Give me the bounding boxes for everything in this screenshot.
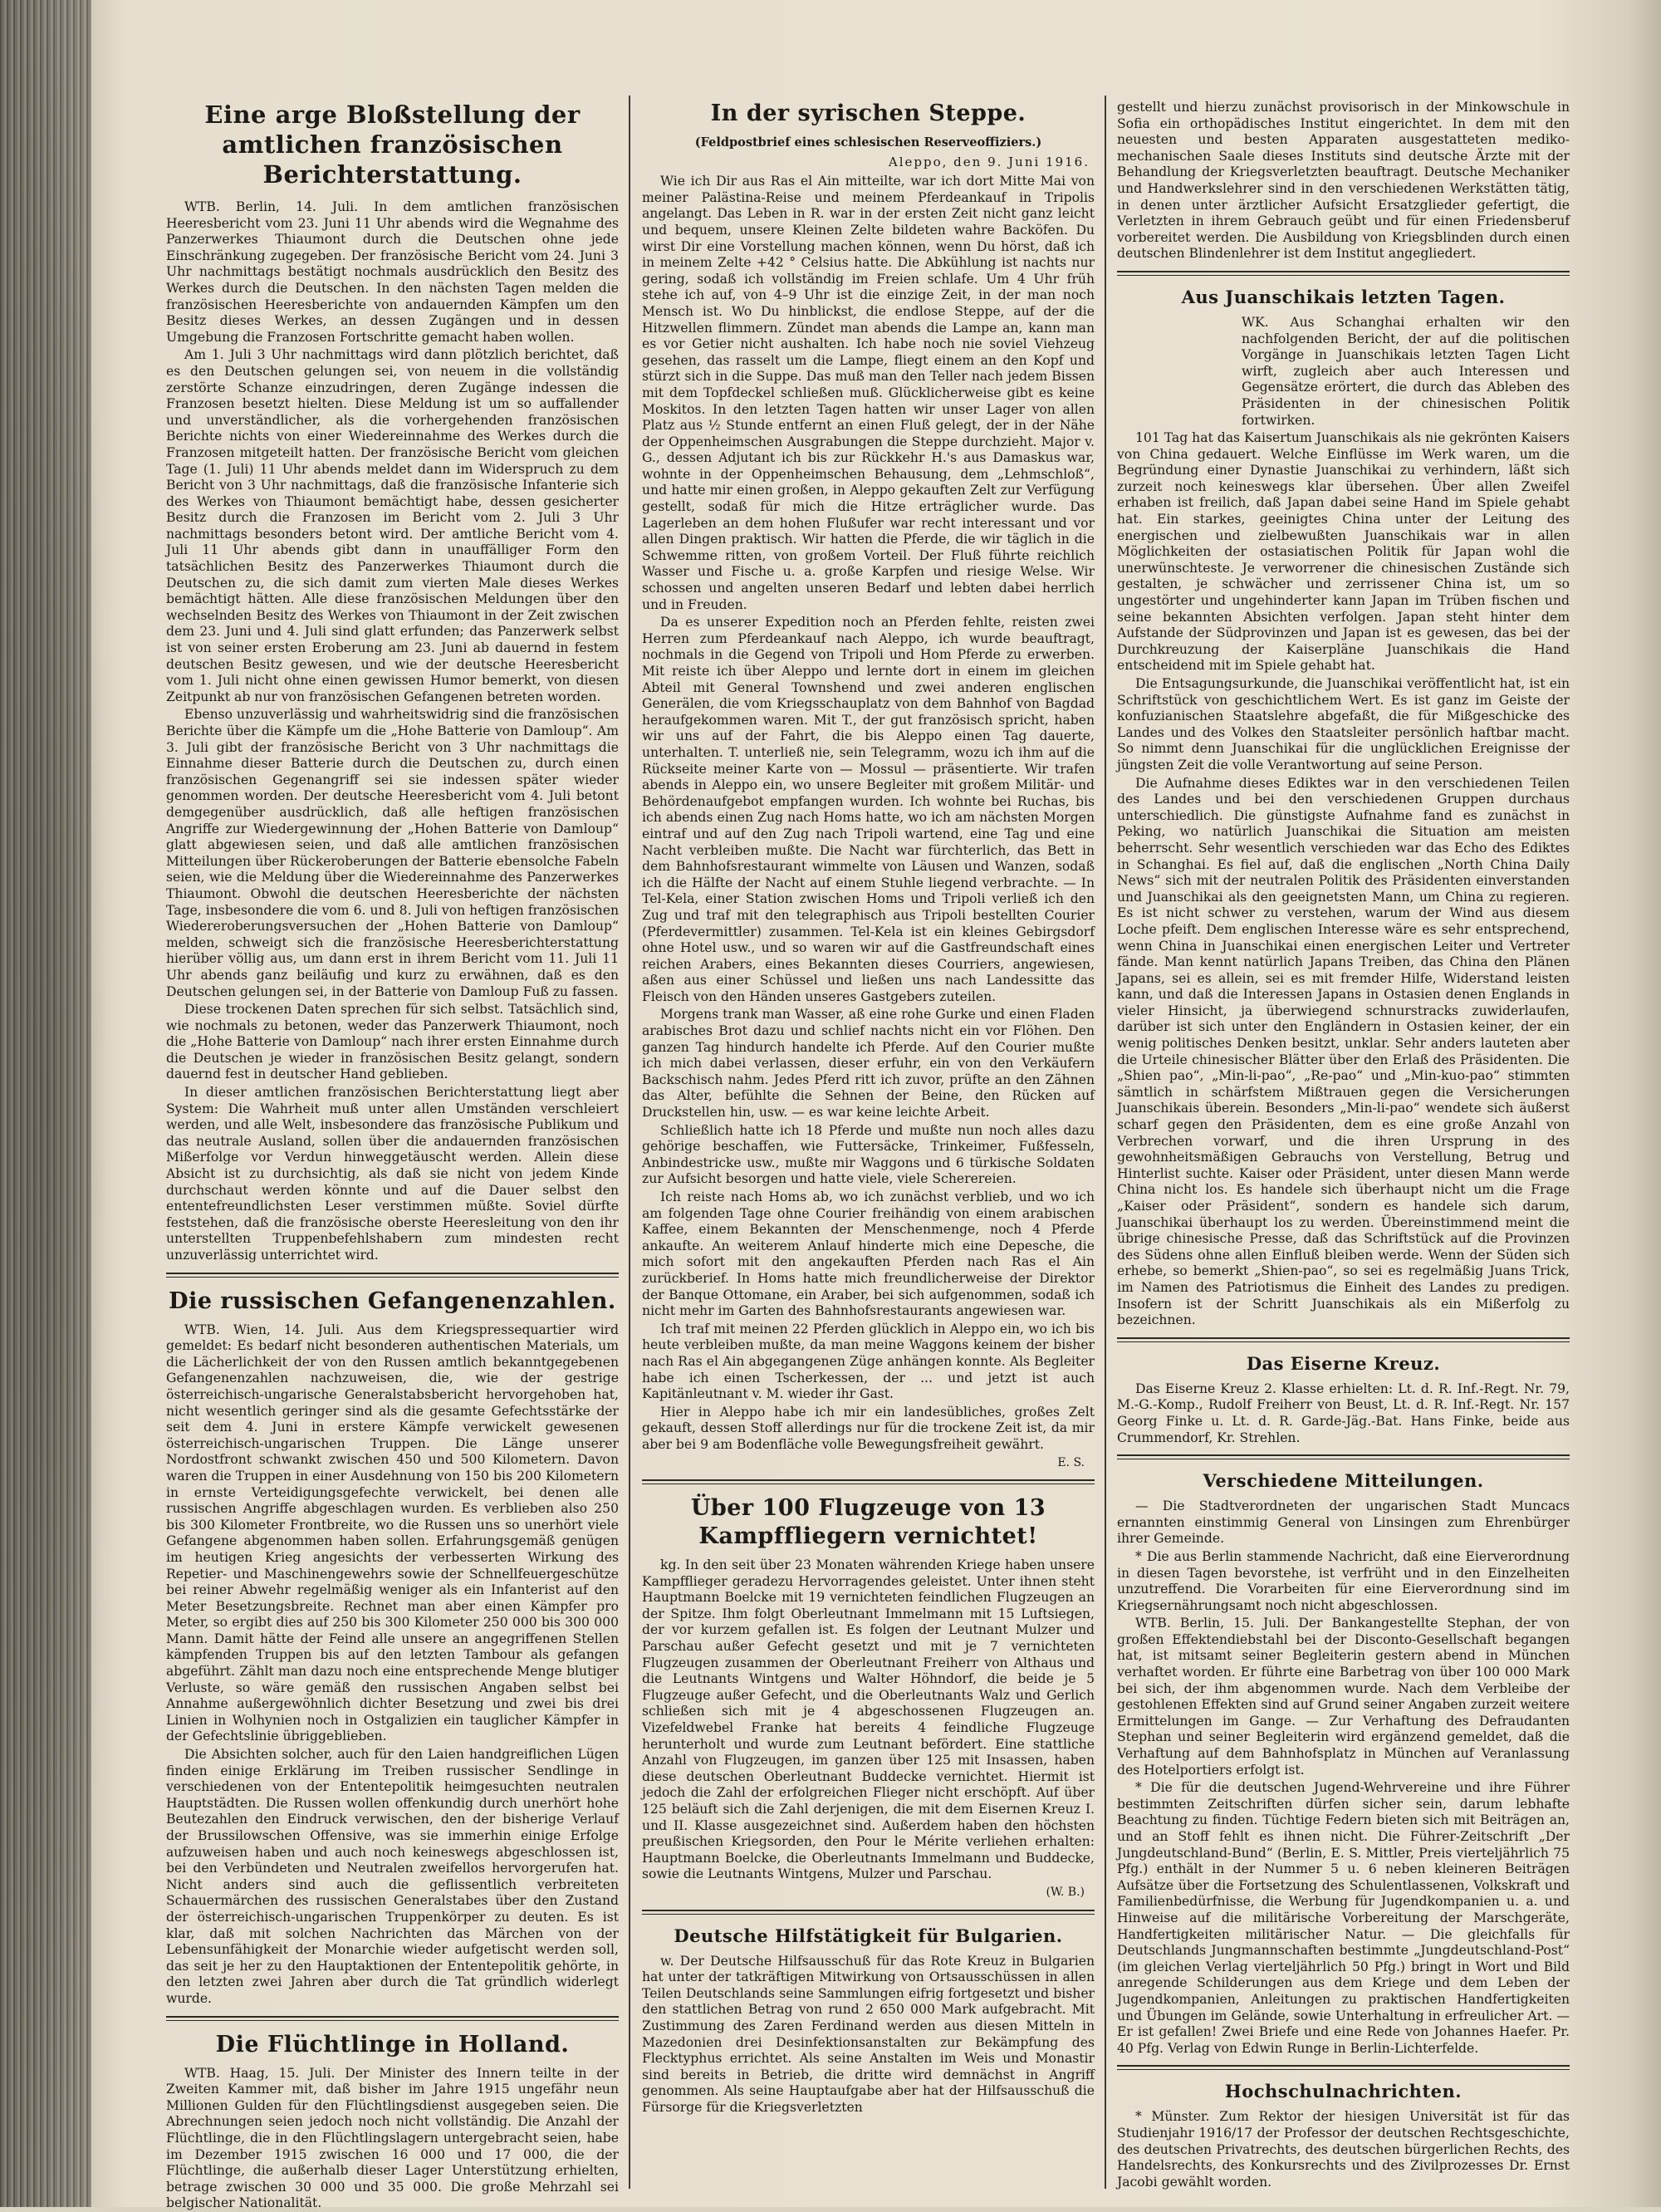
article-paragraph: Ebenso unzuverlässig und wahrheitswidrig sind die französischen Berichte über die Kämpfe um die „Hohe Batterie von Damloup“. Am 3. Juli gibt der französische Bericht von 3 Uhr nachmittags die Einnahme dieser Batterie durch die Deutschen zu, durch einen französischen Gegenangriff sei sie indessen später wieder genommen worden. Der deutsche Heeresbericht vom 4. Juli betont demgegenüber ausdrücklich, daß alle heftigen französischen Angriffe zur Wiedergewinnung der „Hohen Batterie von Damloup“ glatt abgewiesen seien, und daß alle amtlichen französischen Mitteilungen über Rückeroberungen der Batterie ebensolche Fabeln seien, wie die Meldung über die Wiedereinnahme des Panzerwerkes Thiaumont. Obwohl die deutschen Heeresberichte der nächsten Tage, insbesondere die vom 6. und 8. Juli von heftigen französischen Wiedereroberungsversuchen der „Hohen Batterie von Damloup“ melden, schweigt sich die französische Heeresberichterstattung hierüber völlig aus, um dann erst in ihrem Bericht vom 11. Juli 11 Uhr abends ganz beiläufig und kurz zu erwähnen, daß es den Deutschen gelungen sei, in der Batterie von Damloup Fuß zu fassen. bbox=[166, 707, 619, 999]
article-paragraph: WTB. Wien, 14. Juli. Aus dem Kriegspressequartier wird gemeldet: Es bedarf nicht besonderen authentischen Materials, um die Lächerlichkeit der von den Russen amtlich bekanntgegebenen Gefangenenzahlen nachzuweisen, die, wie der gestrige österreichisch-ungarische Generalstabsbericht hervorgehoben hat, nicht wesentlich geringer sind als die gesamte Gefechtsstärke der seit dem 4. Juni in erstere Kämpfe verwickelt gewesenen österreichisch-ungarischen Truppen. Die Länge unserer Nordostfront schwankt zwischen 450 und 500 Kilometern. Davon waren die Truppen in einer Ausdehnung von 150 bis 200 Kilometern in ernste Verteidigungsgefechte verwickelt, bei denen alle russischen Angriffe abgeschlagen wurden. Es verblieben also 250 bis 300 Kilometer Frontbreite, wo die Russen uns so unerhört viele Gefangene abgenommen haben sollen. Erfahrungsgemäß genügen im heutigen Krieg angesichts der verbesserten Wirkung des Repetier- und Maschinengewehrs sowie der Schnellfeuergeschütze bei reiner Abwehr regelmäßig weniger als ein Infanterist auf den Meter Besetzungsbreite. Rechnet man aber einen Kämpfer pro Meter, so ergibt dies auf 250 bis 300 Kilometer 250 000 bis 300 000 Mann. Damit hätte der Feind alle unsere an angegriffenen Stellen kämpfenden Truppen bis auf den letzten Tambour als gefangen abgeführt. Zählt man dazu noch eine entsprechende Menge blutiger Verluste, so wäre gemäß den russischen Angaben selbst bei Annahme außergewöhnlich dichter Besetzung und zwei bis drei Linien in Wolhynien noch in Ostgalizien ein tauglicher Kämpfer in der Gefechtslinie übriggeblieben. bbox=[166, 1322, 619, 1744]
article-headline: Deutsche Hilfstätigkeit für Bulgarien. bbox=[674, 1925, 1063, 1946]
article-various-news bbox=[1117, 1469, 1570, 2057]
article-bulgaria-aid bbox=[642, 1925, 1095, 2116]
article-syrian-steppe bbox=[642, 100, 1095, 1471]
article-university-news bbox=[1117, 2080, 1570, 2190]
article-paragraph: Morgens trank man Wasser, aß eine rohe Gurke und einen Fladen arabisches Brot dazu und schlief nachts nicht ein vor Flöhen. Den ganzen Tag hindurch handelte ich Pferde. Auf den Courier mußte ich mich dabei verlassen, dieser erfuhr, ein von den Verkäufern Backschisch nahm. Jedes Pferd ritt ich zuvor, prüfte an den Zähnen das Alter, befühlte die Sehnen der Beine, den Rücken auf Druckstellen hin, usw. — es war keine leichte Arbeit. bbox=[642, 1007, 1095, 1121]
article-iron-cross bbox=[1117, 1352, 1570, 1446]
article-headline: Über 100 Flugzeuge von 13 Kampffliegern vernichtet! bbox=[690, 1495, 1046, 1550]
article-paragraph: Die Absichten solcher, auch für den Laien handgreiflichen Lügen finden einige Erklärung im Treiben russischer Sendlinge in verschiedenen von der Ententepolitik heimgesuchten neutralen Hauptstädten. Die Russen wollen offenkundig durch unerhört hohe Beutezahlen den Eindruck verwischen, den der bisherige Verlauf der Brussilowschen Offensive, was sie immerhin einige Erfolge aufzuweisen haben und auch noch keineswegs abgeschlossen ist, bei den Verbündeten und Neutralen zweifellos hervorgerufen hat. Nicht anders sind auch die geflissentlich verbreiteten Schauermärchen des russischen Generalstabes über den Zustand der österreichisch-ungarischen Truppenkörper zu deuten. Es ist klar, daß mit solchen Nachrichten das Märchen von der Lebensunfähigkeit der Monarchie wieder aufgetischt werden soll, das seit je her zu den Hauptaktionen der Ententepolitik gehörte, in den letzten zwei Jahren aber durch die Tat gründlich widerlegt wurde. bbox=[166, 1747, 619, 2006]
article-paragraph: Die Entsagungsurkunde, die Juanschikai veröffentlicht hat, ist ein Schriftstück von geschichtlichem Wert. Es ist ganz im Geiste der konfuzianischen Staatslehre abgefaßt, die für Mißgeschicke des Landes und des Volkes den Staatsleiter persönlich haftbar macht. So nimmt denn Juanschikai für die unglücklichen Ereignisse der jüngsten Zeit die volle Verantwortung auf seine Person. bbox=[1117, 676, 1570, 772]
article-continuation: gestellt und hierzu zunächst provisorisch in der Minkowschule in Sofia ein orthopädisches Institut eingerichtet. In dem mit den neuesten und besten Apparaten ausgestatteten mediko-mechanischen Saale dieses Instituts sind deutsche Ärzte mit der Behandlung der Kriegsverletzten beauftragt. Deutsche Mechaniker und Handwerkslehrer sind in den verschiedenen Werkstätten tätig, in denen unter ärztlicher Aufsicht Ersatzglieder gefertigt, die Verletzten in ihrem Gebrauch geübt und für einen Friedensberuf vorbereitet werden. Die Ausbildung von Kriegsblinden durch einen deutschen Blindenlehrer ist dem Institut angegliedert. bbox=[1117, 100, 1570, 262]
section-divider bbox=[1117, 271, 1570, 276]
article-yuan-shikai bbox=[1117, 286, 1570, 1329]
article-paragraph: Das Eiserne Kreuz 2. Klasse erhielten: Lt. d. R. Inf.-Regt. Nr. 79, M.-G.-Komp., Rudolf Freiherr von Beust, Lt. d. R. Inf.-Regt. Nr. 157 Georg Finke u. Lt. d. R. Garde-Jäg.-Bat. Hans Finke, beide aus Crummendorf, Kr. Strehlen. bbox=[1117, 1381, 1570, 1445]
article-paragraph: Diese trockenen Daten sprechen für sich selbst. Tatsächlich sind, wie nochmals zu betonen, weder das Panzerwerk Thiaumont, noch die „Hohe Batterie von Damloup“ nach ihrer ersten Einnahme durch die Deutschen je wieder in französischen Besitz gelangt, sondern dauernd fest in deutscher Hand geblieben. bbox=[166, 1002, 619, 1082]
article-refugees-holland bbox=[166, 2031, 619, 2212]
article-headline: Aus Juanschikais letzten Tagen. bbox=[1181, 286, 1506, 307]
article-paragraph: Schließlich hatte ich 18 Pferde und mußte nun noch alles dazu gehörige beschaffen, wie Futtersäcke, Trinkeimer, Fußfesseln, Anbindestricke usw., mußte mir Waggons und 6 türkische Soldaten zur Aufsicht besorgen und hatte viele, viele Scherereien. bbox=[642, 1122, 1095, 1187]
article-headline: Eine arge Bloßstellung der amtlichen französischen Berichterstattung. bbox=[204, 101, 581, 189]
article-headline: Die russischen Gefangenenzahlen. bbox=[169, 1287, 616, 1314]
article-paragraph: kg. In den seit über 23 Monaten währenden Kriege haben unsere Kampfflieger geradezu Hervorragendes geleistet. Unter ihnen steht Hauptmann Boelcke mit 19 vernichteten feindlichen Flugzeugen an der Spitze. Ihm folgt Oberleutnant Immelmann mit 15 Luftsiegen, der vor kurzem gefallen ist. Es folgen der Leutnant Mulzer und Parschau außer Gefecht gesetzt und mit je 7 vernichteten Flugzeugen zusammen der Oberleutnant Freiherr von Althaus und die Leutnants Wintgens und Walter Höhndorf, die beide je 5 Flugzeuge außer Gefecht, und die Oberleutnants Walz und Gerlich schließen sich mit je 4 abgeschossenen Flugzeugen an. Vizefeldwebel Franke hat bereits 4 feindliche Flugzeuge herunterholt und wurde zum Leutnant befördert. Eine stattliche Anzahl von Flugzeugen, im ganzen über 125 mit Insassen, haben diese deutschen Oberleutnant Buddecke vernichtet. Hiermit ist jedoch die Zahl der erfolgreichen Flieger nicht erschöpft. Auf über 125 beläuft sich die Zahl derjenigen, die mit dem Eisernen Kreuz I. und II. Klasse ausgezeichnet sind. Außerdem haben den höchsten preußischen Kriegsorden, den Pour le Mérite verliehen erhalten: Hauptmann Boelcke, die Oberleutnants Immelmann und Buddecke, sowie die Leutnants Wintgens, Mulzer und Parschau. bbox=[642, 1557, 1095, 1882]
article-paragraph: Ich traf mit meinen 22 Pferden glücklich in Aleppo ein, wo ich bis heute verbleiben mußte, da man meine Waggons keinem der bisher nach Ras el Ain abgegangenen Züge anhängen konnte. Als Begleiter habe ich einen Tscherkessen, der ... und jetzt ist auch Kapitänleutnant v. M. wieder ihr Gast. bbox=[642, 1321, 1095, 1402]
article-headline: In der syrischen Steppe. bbox=[710, 101, 1026, 126]
article-signature: E. S. bbox=[1057, 1455, 1085, 1469]
column-1 bbox=[166, 100, 619, 2211]
section-divider bbox=[1117, 2065, 1570, 2070]
article-headline: Hochschulnachrichten. bbox=[1224, 2081, 1463, 2102]
article-paragraph: Wie ich Dir aus Ras el Ain mitteilte, war ich dort Mitte Mai von meiner Palästina-Reise und meinem Pferdeankauf in Tripolis angelangt. Das Leben in R. war in der ersten Zeit nicht ganz leicht und bequem, unsere Kleinen Zelte bildeten wahre Backöfen. Du wirst Dir eine Vorstellung machen können, wenn Du hörst, daß ich in meinem Zelte +42 ° Celsius hatte. Die Abkühlung ist nachts nur gering, sodaß ich vollständig im Freien schlafe. Um 4 Uhr früh stehe ich auf, von 4–9 Uhr ist die einzige Zeit, in der man noch Mensch ist. Wo Du hinblickst, die endlose Steppe, auf der die Hitzwellen flimmern. Zündet man abends die Lampe an, kann man es vor Getier nicht aushalten. Ich habe noch nie soviel Viehzeug gesehen, das rasselt um die Lampe, fliegt einem an den Kopf und stürzt sich in die Suppe. Das muß man den Teller nach jedem Bissen mit dem Topfdeckel schließen muß. Glücklicherweise gibt es keine Moskitos. In den letzten Tagen hatten wir unser Lager von allen Platz aus ½ Stunde entfernt an einen Fluß gelegt, der in der Nähe der Oppenheimschen Ausgrabungen die Steppe durchzieht. Major v. G., dessen Adjutant ich bis zur Rückkehr H.'s aus Damaskus war, wohnte in der Oppenheimschen Behausung, dem „Lehmschloß“, und hatte mir einen großen, in Aleppo gekauften Zelt zur Verfügung gestellt, sodaß für mich die Hitze erträglicher wurde. Das Lagerleben an dem hohen Flußufer war recht interessant und vor allen Dingen praktisch. Wir hatten die Pferde, die wir täglich in die Schwemme ritten, von großem Vorteil. Der Fluß führte reichlich Wasser und Fische u. a. große Karpfen und riesige Welse. Wir schossen und angelten unseren Bedarf und lebten dabei herrlich und in Freuden. bbox=[642, 174, 1095, 612]
binding-shadow bbox=[8, 0, 108, 2207]
article-russian-prisoners bbox=[166, 1287, 619, 2008]
article-paragraph: 101 Tag hat das Kaisertum Juanschikais als nie gekrönten Kaisers von China gedauert. Welche Einflüsse im Werk waren, um die Begründung einer Dynastie Juanschikai zu verhindern, läßt sich zurzeit noch keineswegs klar übersehen. Über allen Zweifel erhaben ist freilich, daß Japan dabei seine Hand im Spiele gehabt hat. Ein starkes, geeinigtes China unter der Leitung des energischen und zielbewußten Juanschikais war in allen Möglichkeiten der ostasiatischen Politik für Japan wohl die unerwünschteste. Je verworrener die chinesischen Zustände sich gestalten, je schwächer und zerrissener China ist, um so ungestörter und ungehinderter kann Japan im Trüben fischen und seine bekannten Absichten verfolgen. Japan steht hinter dem Aufstande der Südprovinzen und Japan ist es gewesen, das bei der Durchkreuzung der Kaiserpläne Juanschikais die Hand entscheidend mit im Spiele gehabt hat. bbox=[1117, 430, 1570, 674]
article-fighter-pilots bbox=[642, 1494, 1095, 1901]
article-intro: WK. Aus Schanghai erhalten wir den nachfolgenden Bericht, der auf die politischen Vorgänge in Juanschikais letzten Tagen Licht wirft, zugleich aber auch Interessen und Gegensätze erörtert, die durch das Ableben des Präsidenten in der chinesischen Politik fortwirken. bbox=[1242, 314, 1570, 428]
article-paragraph: Ich reiste nach Homs ab, wo ich zunächst verblieb, und wo ich am folgenden Tage ohne Courier freihändig von einem arabischen Kaffee, einem Bekannten der Menschenmenge, noch 4 Pferde ankaufte. An weiterem Anlauf hinderte mich eine Depesche, die mich sofort mit den angekauften Pferden nach Ras el Ain zurückberief. In Homs hatte mich freundlicherweise der Direktor der Banque Ottomane, ein Araber, bei sich aufgenommen, sodaß ich nicht mehr im Garten des Bahnhofsrestaurants angewiesen war. bbox=[642, 1189, 1095, 1319]
article-paragraph: WTB. Berlin, 14. Juli. In dem amtlichen französischen Heeresbericht vom 23. Juni 11 Uhr abends wird die Wegnahme des Panzerwerkes Thiaumont durch die Deutschen ohne jede Einschränkung zugegeben. Der französische Bericht vom 24. Juni 3 Uhr nachmittags bestätigt nochmals ausdrücklich den Besitz des Werkes durch die Deutschen. In den nächsten Tagen melden die französischen Heeresberichte von andauernden Kämpfen um den Besitz dieses Werkes, an dessen Zugängen und in dessen Umgebung die Franzosen Fortschritte gemacht haben wollen. bbox=[166, 199, 619, 345]
article-headline: Die Flüchtlinge in Holland. bbox=[215, 2031, 570, 2058]
article-paragraph: w. Der Deutsche Hilfsausschuß für das Rote Kreuz in Bulgarien hat unter der tatkräftigen Mitwirkung von Ortsausschüssen in allen Teilen Deutschlands seine Sammlungen eifrig fortgesetzt und bisher den stattlichen Betrag von rund 2 650 000 Mark aufgebracht. Mit Zustimmung des Zaren Ferdinand werden aus diesen Mitteln in Mazedonien drei Desinfektionsanstalten zur Bekämpfung des Flecktyphus errichtet. Als seine Anstalten im Weis und Monastir sind bereits in Betrieb, die dritte wird demnächst in Angriff genommen. Als seine Hauptaufgabe aber hat der Hilfsausschuß die Fürsorge für die Kriegsverletzten bbox=[642, 1953, 1095, 2115]
article-paragraph: — Die Stadtverordneten der ungarischen Stadt Muncacs ernannten einstimmig General von Linsingen zum Ehrenbürger ihrer Gemeinde. bbox=[1117, 1498, 1570, 1547]
column-rule-1 bbox=[629, 96, 630, 2189]
article-headline: Verschiedene Mitteilungen. bbox=[1203, 1470, 1484, 1492]
article-paragraph: In dieser amtlichen französischen Berichterstattung liegt aber System: Die Wahrheit muß unter allen Umständen verschleiert werden, und alle Welt, insbesondere das französische Publikum und das neutrale Ausland, sollen über die andauernden französischen Mißerfolge vor Verdun hinweggetäuscht werden. Allein diese Absicht ist zu durchsichtig, als daß sie nicht von jedem Kinde durchschaut werden könnte und auf die Dauer selbst den ententefreundlichsten Leser verstimmen müßte. Soviel dürfte feststehen, daß die französische oberste Heeresleitung von den ihr unterstellten Truppenbefehlshabern zum mindesten recht unzuverlässig unterrichtet wird. bbox=[166, 1085, 619, 1263]
section-divider bbox=[166, 2016, 619, 2021]
article-headline: Das Eiserne Kreuz. bbox=[1246, 1352, 1441, 1374]
article-paragraph: Am 1. Juli 3 Uhr nachmittags wird dann plötzlich berichtet, daß es den Deutschen gelungen sei, von neuem in die vollständig zerstörte Schanze einzudringen, deren Zugänge indessen die Franzosen besetzt hielten. Diese Meldung ist um so auffallender und unverständlicher, als die vorhergehenden französischen Berichte nichts von einer Wiedereinnahme des Werkes durch die Franzosen mitgeteilt hatten. Der französische Bericht vom gleichen Tage (1. Juli) 11 Uhr abends meldet dann im Widerspruch zu dem Bericht von 3 Uhr nachmittags, daß die französische Infanterie sich des Werkes von Thiaumont bemächtigt habe, dessen gesicherter Besitz durch die Franzosen im Bericht vom 2. Juli 3 Uhr nachmittags besonders betont wird. Der amtliche Bericht vom 4. Juli 11 Uhr abends gibt dann in unauffälliger Form den tatsächlichen Besitz des Panzerwerkes Thiaumont durch die Deutschen zu, die sich damit zum vierten Male dieses Werkes bemächtigt hätten. Alle diese französischen Meldungen über den wechselnden Besitz des Werkes von Thiaumont in der Zeit zwischen dem 23. Juni und 4. Juli sind glatt erfunden; das Panzerwerk selbst ist von seiner ersten Eroberung am 23. Juni ab dauernd in festem deutschen Besitz gewesen, und wie der deutsche Heeresbericht vom 1. Juli nicht ohne einen gewissen Humor bemerkt, von diesen Zeitpunkt ab nur von französischen Gefangenen betreten worden. bbox=[166, 347, 619, 704]
article-paragraph: Die Aufnahme dieses Ediktes war in den verschiedenen Teilen des Landes und bei den verschiedenen Gruppen durchaus unterschiedlich. Die günstigste Aufnahme fand es zunächst in Peking, wo natürlich Juanschikai die Situation am meisten beherrscht. Sehr wesentlich verschieden war das Echo des Ediktes in Schanghai. Es fiel auf, daß die englischen „North China Daily News“ sich mit der neutralen Politik des Präsidenten einverstanden und Juanschikai als den geeignetsten Mann, um China zu regieren. Es ist nicht schwer zu verstehen, warum der Wind aus diesem Loche pfeift. Dem englischen Interesse wäre es sehr entsprechend, wenn China in Juanschikai einen energischen Leiter und Vertreter fände. Man kennt natürlich Japans Treiben, das China den Plänen Japans, sei es allein, sei es mit fremder Hilfe, Widerstand leisten kann, und daß die Interessen Japans in Ostasien denen Englands in vieler Hinsicht, ja überwiegend schnurstracks zuwiderlaufen, darüber ist sich unter den Engländern in Ostasien keiner, der ein wenig politisches Denken besitzt, unklar. Sehr anders lauteten aber die Urteile chinesischer Blätter über den Erlaß des Präsidenten. Die „Shien pao“, „Min-li-pao“, „Re-pao“ und „Min-kuo-pao“ stimmten sämtlich in schärfstem Mißtrauen gegen die Versicherungen Juanschikais überein. Besonders „Min-li-pao“ wendete sich äußerst scharf gegen den Präsidenten, dem es eine große Anzahl von Verbrechen vorwarf, und die ihren Ursprung in des gewohnheitsmäßigen Gebrauchs von Verstellung, Betrug und Hinterlist suchte. Kaiser oder Präsident, unter diesen Mann werde China nicht los. Es handele sich überhaupt nicht um die Frage „Kaiser oder Präsident“, sondern es handele sich darum, Juanschikai überhaupt los zu werden. Übereinstimmend meint die übrige chinesische Presse, daß das Schriftstück auf die Provinzen des Südens ohne allen Einfluß bleiben werde. Wenn der Süden sich erhebe, so bemerkt „Shien-pao“, so sei es regelmäßig Juans Trick, im Namen des Patriotismus die Einheit des Landes zu predigen. Insofern ist der Schritt Juanschikais als ein Mißerfolg zu bezeichnen. bbox=[1117, 775, 1570, 1328]
article-paragraph: Da es unserer Expedition noch an Pferden fehlte, reisten zwei Herren zum Pferdeankauf nach Aleppo, ich wurde beauftragt, nochmals in die Gegend von Tripoli und Hom Pferde zu erwerben. Mit reiste ich über Aleppo und lernte dort in einem im gleichen Abteil mit General Townshend und zwei anderen englischen Generälen, die vom Kriegsschauplatz von dem Bahnhof von Bagdad heraufgekommen waren. Mit T., der gut französisch spricht, haben wir uns auf der Fahrt, die bis Aleppo einen Tag dauerte, unterhalten. T. unterließ nie, sein Telegramm, wozu ich ihm auf die Rückseite meiner Karte von — Mossul — präsentierte. Wir trafen abends in Aleppo ein, wo unsere Begleiter mit großem Militär- und Behördenaufgebot empfangen wurden. Ich wohnte bei Ruchas, bis ich abends einen Zug nach Homs hatte, wo ich am nächsten Morgen eintraf und auf den Zug nach Tripoli wartend, eine Tag und eine Nacht verbleiben mußte. Die Nacht war fürchterlich, das Bett in dem Bahnhofsrestaurant wimmelte von Läusen und Wanzen, sodaß ich die Hälfte der Nacht auf einem Stuhle liegend verbrachte. — In Tel-Kela, einer Station zwischen Homs und Tripoli verließ ich den Zug und traf mit den telegraphisch aus Tripoli bestellten Courier (Pferdevermittler) zusammen. Tel-Kela ist ein kleines Gebirgsdorf ohne Hotel usw., und so waren wir auf die Gastfreundschaft eines reichen Arabers, eines Bekannten dieses Courriers, angewiesen, aßen aus einer Schüssel und ließen uns nach Landessitte das Fleisch von den Händen unseres Gastgebers zuteilen. bbox=[642, 615, 1095, 1004]
article-paragraph: * Münster. Zum Rektor der hiesigen Universität ist für das Studienjahr 1916/17 der Professor der deutschen Rechtsgeschichte, des deutschen Privatrechts, des deutschen bürgerlichen Rechts, des Handelsrechts, des Konkursrechts und des Zivilprozesses Dr. Ernst Jacobi gewählt worden. bbox=[1117, 2109, 1570, 2190]
section-divider bbox=[166, 1273, 619, 1278]
article-paragraph: * Die aus Berlin stammende Nachricht, daß eine Eierverordnung in diesen Tagen bevorstehe, ist verfrüht und in den Einzelheiten unzutreffend. Die Vorarbeiten für eine Eierverordnung sind im Kriegsernährungsamt noch nicht abgeschlossen. bbox=[1117, 1548, 1570, 1613]
column-3 bbox=[1117, 100, 1570, 2190]
section-divider bbox=[642, 1479, 1095, 1484]
article-paragraph: * Die für die deutschen Jugend-Wehrvereine und ihre Führer bestimmten Zeitschriften dürfen sicher sein, darum lebhafte Beachtung zu finden. Tüchtige Federn bieten sich mit Beiträgen an, und an Stoff fehlt es ihnen nicht. Die Führer-Zeitschrift „Der Jungdeutschland-Bund“ (Berlin, E. S. Mittler, Preis vierteljährlich 75 Pfg.) enthält in der Nummer 5 u. 6 neben kleineren Beiträgen Aufsätze über die Fortsetzung des Schulentlassenen, Volkskraft und Familienbedürfnisse, die Werbung für Jugendkompanien u. a. und Hinweise auf die militärische Vorbereitung der Marschgeräte, Handfertigkeiten militärischer Natur. — Die gleichfalls für Deutschlands Jungmannschaften bestimmte „Jungdeutschland-Post“ (im gleichen Verlag vierteljährlich 50 Pfg.) bringt in Wort und Bild anregende Schilderungen aus dem Kriege und dem Leben der Jugendkompanien, Anleitungen zu praktischen Handfertigkeiten und Übungen im Gelände, sowie Unterhaltung in erfreulicher Art. — Er ist gefallen! Zwei Briefe und eine Rede von Johannes Haefer. Pr. 40 Pfg. Verlag von Edwin Runge in Berlin-Lichterfelde. bbox=[1117, 1780, 1570, 2056]
article-paragraph: Hier in Aleppo habe ich mir ein landesübliches, großes Zelt gekauft, dessen Stoff allerdings nur für die trockene Zeit ist, da mir aber bei 9 am Bodenfläche volle Bewegungsfreiheit gewährt. bbox=[642, 1404, 1095, 1452]
section-divider bbox=[1117, 1337, 1570, 1342]
article-subhead: (Feldpostbrief eines schlesischen Reserveoffiziers.) bbox=[694, 135, 1042, 150]
section-divider bbox=[1117, 1454, 1570, 1459]
article-dateline: Aleppo, den 9. Juni 1916. bbox=[888, 154, 1090, 169]
article-signature: (W. B.) bbox=[1046, 1885, 1085, 1899]
article-thiaumont bbox=[166, 100, 619, 1264]
column-2 bbox=[642, 100, 1095, 2176]
column-rule-2 bbox=[1105, 96, 1106, 2189]
article-paragraph: WTB. Berlin, 15. Juli. Der Bankangestellte Stephan, der von großen Effektendiebstahl bei der Disconto-Gesellschaft begangen hat, ist mitsamt seiner Begleiterin gestern abend in München verhaftet worden. Er führte eine Barbetrag von über 100 000 Mark bei sich, der ihm abgenommen wurde. Nach dem Verbleibe der gestohlenen Effekten sind auf Grund seiner Angaben zurzeit weitere Ermittelungen im Gange. — Zur Verhaftung des Defraudanten Stephan und seiner Begleiterin wird ergänzend gemeldet, daß die Verhaftung auf dem Bahnhofsplatz in München auf Veranlassung des Hotelportiers erfolgt ist. bbox=[1117, 1616, 1570, 1778]
article-paragraph: WTB. Haag, 15. Juli. Der Minister des Innern teilte in der Zweiten Kammer mit, daß bisher im Jahre 1915 ungefähr neun Millionen Gulden für den Flüchtlingsdienst ausgegeben seien. Die Abrechnungen seien jedoch noch nicht vollständig. Die Anzahl der Flüchtlinge, die in den Flüchtlingslagern untergebracht seien, habe im Dezember 1915 zwischen 16 000 und 17 000, die der Flüchtlinge, die außerhalb dieser Lager Unterstützung erhielten, betrage zwischen 30 000 und 35 000. Die große Mehrzahl sei belgischer Nationalität. bbox=[166, 2065, 619, 2211]
section-divider bbox=[642, 1910, 1095, 1915]
